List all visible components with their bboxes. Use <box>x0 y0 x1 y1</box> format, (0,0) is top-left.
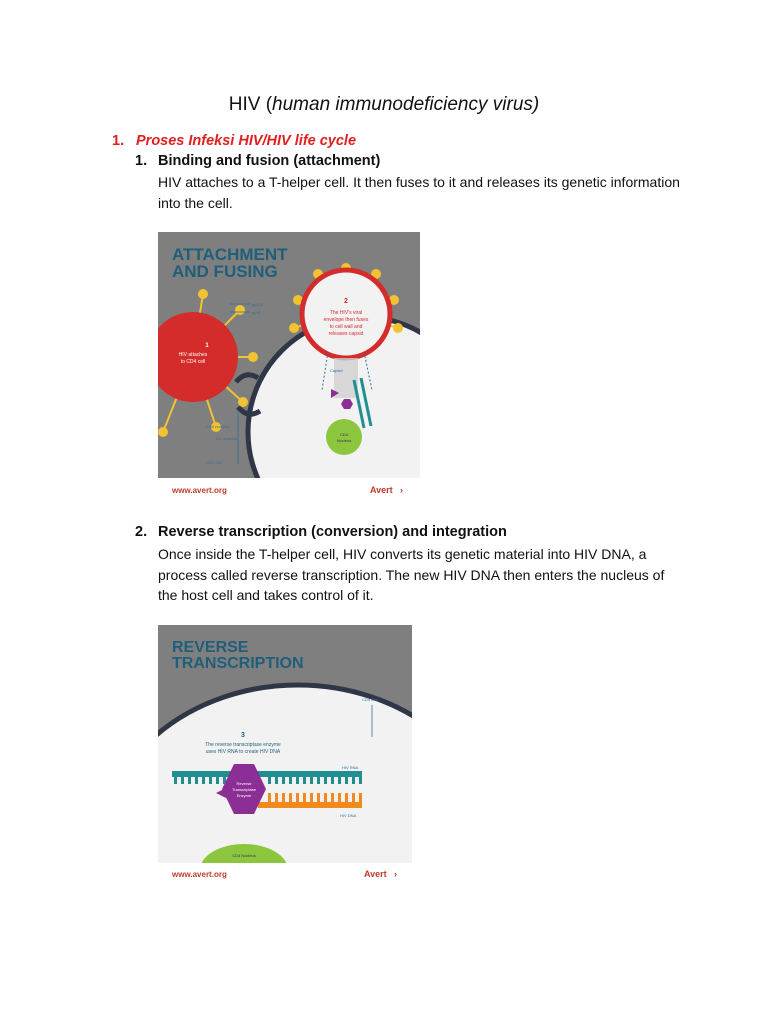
item-number: 2. <box>135 524 148 540</box>
item-heading-1 <box>135 153 380 169</box>
item-body-1 <box>158 172 698 213</box>
step3-line1: The reverse transcriptase enzyme <box>205 742 281 748</box>
hiv-dna-strand <box>258 802 362 808</box>
rna-teeth <box>174 777 362 784</box>
reverse-transcription-diagram <box>158 625 412 887</box>
figure1-heading-1: ATTACHMENT <box>172 245 288 264</box>
brand-chevron-icon: › <box>394 869 397 879</box>
label-cd4-cell: CD4 Cell <box>206 460 223 465</box>
item-number: 1. <box>135 153 148 169</box>
step2-line4: releases capsid <box>328 331 364 337</box>
attachment-figure <box>158 232 420 500</box>
figure1-url: www.avert.org <box>172 486 227 495</box>
label-gp41: gp41 <box>252 310 261 315</box>
section-label: Proses Infeksi HIV/HIV life cycle <box>136 133 357 149</box>
figure2-heading-1: REVERSE <box>172 639 249 656</box>
item-body-2 <box>158 544 698 606</box>
capsid-shape <box>334 358 358 398</box>
item-heading-text: Binding and fusion (attachment) <box>158 153 381 169</box>
section-number: 1. <box>112 133 125 149</box>
label-nucleus-1: CD4 <box>339 432 349 437</box>
figure1-heading-2: AND FUSING <box>172 262 278 281</box>
step3-number: 3 <box>241 732 245 739</box>
label-nucleus-2: Nucleus <box>336 438 352 443</box>
label-cd4-receptor: CD4 receptor <box>206 424 230 429</box>
enzyme-line2: Transcriptase <box>231 787 257 792</box>
item-heading-text: Reverse transcription (conversion) and integration <box>158 524 507 540</box>
label-gp120: gp120 <box>252 302 264 307</box>
title-prefix: HIV ( <box>228 94 273 115</box>
reverse-transcription-figure <box>158 625 412 887</box>
page-title <box>0 94 768 116</box>
hiv-rna-strand <box>172 771 362 777</box>
figure2-brand: Avert <box>364 869 387 879</box>
step2-line3: to cell wall and <box>329 324 363 330</box>
body-line: HIV attaches to a T-helper cell. It then fuses to it and releases its genetic information <box>158 174 680 190</box>
section-heading <box>112 133 356 149</box>
step3-line2: uses HIV RNA to create HIV DNA <box>205 749 281 755</box>
step2-line1: The HIV's viral <box>329 310 363 316</box>
step2-number: 2 <box>344 298 348 305</box>
title-italic: human immunodeficiency virus) <box>272 94 540 115</box>
label-nucleus: CD4 Nucleus <box>232 853 256 858</box>
step2-line2: envelope then fuses <box>323 317 369 323</box>
attachment-diagram <box>158 232 420 500</box>
brand-chevron-icon: › <box>400 485 403 495</box>
body-line: into the cell. <box>158 194 233 211</box>
enzyme-line1: Reverse <box>236 781 252 786</box>
label-hiv-dna: HIV DNA <box>340 813 357 818</box>
step1-line2: to CD4 cell <box>180 359 206 365</box>
label-capsid: Capsid <box>330 368 343 373</box>
label-cd4-cell: CD4 Cell <box>362 697 379 702</box>
cd4-nucleus <box>326 419 362 455</box>
enzyme-line3: Enzyme <box>236 793 252 798</box>
figure1-brand: Avert <box>370 485 393 495</box>
figure2-url: www.avert.org <box>172 870 227 879</box>
body-line: process called reverse transcription. The new HIV DNA then enters the nucleus of <box>158 566 665 583</box>
body-line: the host cell and takes control of it. <box>158 587 374 603</box>
body-line: Once inside the T-helper cell, HIV converts its genetic material into HIV DNA, a <box>158 546 647 562</box>
cd4-cell <box>158 685 412 887</box>
item-heading-2 <box>135 524 507 540</box>
figure2-heading-2: TRANSCRIPTION <box>172 655 304 672</box>
label-hiv-rna: HIV RNA <box>342 765 359 770</box>
step1-line1: HIV attaches <box>178 352 208 358</box>
step1-number: 1 <box>205 343 209 349</box>
label-co-receptor: Co-receptor <box>216 436 238 441</box>
